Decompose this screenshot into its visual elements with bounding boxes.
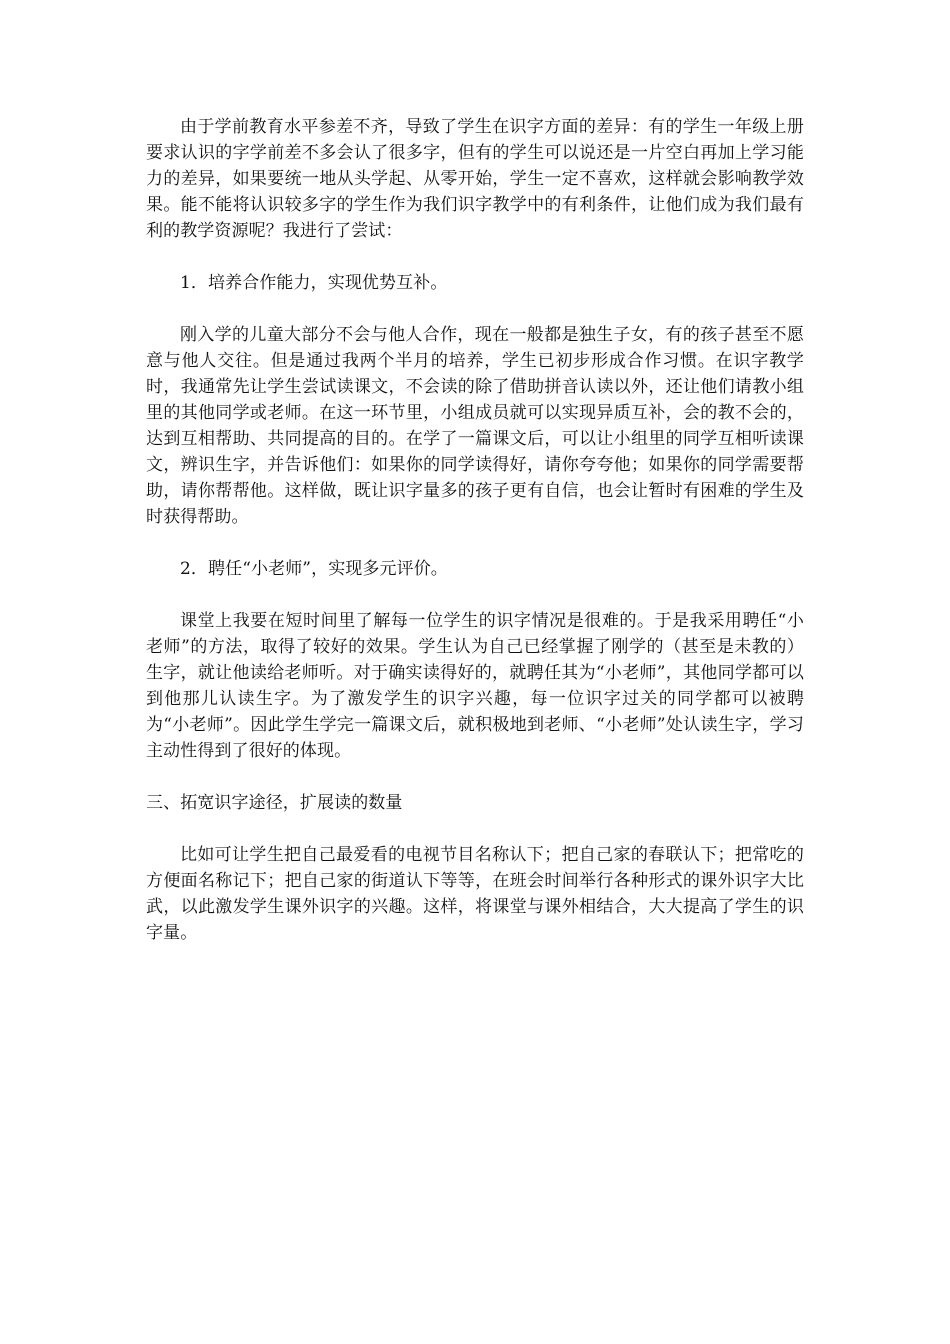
section3-heading: 三、拓宽识字途径，扩展读的数量 [146, 793, 403, 813]
spacer [146, 816, 804, 842]
section2-paragraph: 课堂上我要在短时间里了解每一位学生的识字情况是很难的。于是我采用聘任“小老师”的方法，取得了较好的效果。学生认为自己已经掌握了刚学的（甚至是未教的）生字，就让他读给老师听。对于确实读得好的，就聘任其为“小老师”，其他同学都可以到他那儿认读生字。为了激发学生的识字兴趣，每一位识字过关的同学都可以被聘为“小老师”。因此学生学完一篇课文后，就积极地到老师、“小老师”处认读生字，学习主动性得到了很好的体现。 [146, 611, 804, 761]
spacer [146, 530, 804, 556]
section3-paragraph: 比如可让学生把自己最爱看的电视节目名称认下；把自己家的春联认下；把常吃的方便面名称记下；把自己家的街道认下等等，在班会时间举行各种形式的课外识字大比武，以此激发学生课外识字的兴趣。这样，将课堂与课外相结合，大大提高了学生的识字量。 [146, 845, 804, 943]
spacer [146, 296, 804, 322]
spacer [146, 244, 804, 270]
section1-heading: 1．培养合作能力，实现优势互补。 [180, 273, 448, 293]
document-page [146, 114, 804, 946]
spacer [146, 764, 804, 790]
intro-paragraph: 由于学前教育水平参差不齐，导致了学生在识字方面的差异：有的学生一年级上册要求认识的字学前差不多会认了很多字，但有的学生可以说还是一片空白再加上学习能力的差异，如果要统一地从头学起、从零开始，学生一定不喜欢，这样就会影响教学效果。能不能将认识较多字的学生作为我们识字教学中的有利条件，让他们成为我们最有利的教学资源呢？我进行了尝试： [146, 117, 804, 241]
spacer [146, 582, 804, 608]
section1-paragraph: 刚入学的儿童大部分不会与他人合作，现在一般都是独生子女，有的孩子甚至不愿意与他人交往。但是通过我两个半月的培养，学生已初步形成合作习惯。在识字教学时，我通常先让学生尝试读课文，不会读的除了借助拼音认读以外，还让他们请教小组里的其他同学或老师。在这一环节里，小组成员就可以实现异质互补，会的教不会的，达到互相帮助、共同提高的目的。在学了一篇课文后，可以让小组里的同学互相听读课文，辨识生字，并告诉他们：如果你的同学读得好，请你夸夸他；如果你的同学需要帮助，请你帮帮他。这样做，既让识字量多的孩子更有自信，也会让暂时有困难的学生及时获得帮助。 [146, 325, 804, 527]
section2-heading: 2．聘任“小老师”，实现多元评价。 [180, 559, 448, 579]
